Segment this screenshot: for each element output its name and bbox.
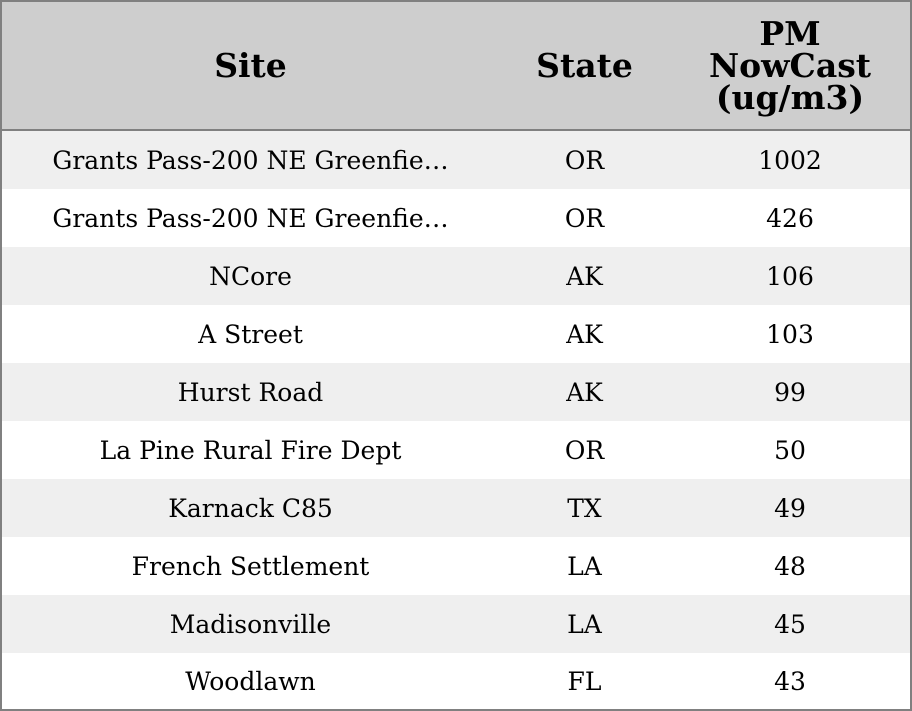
pm-nowcast-table — [2, 2, 910, 709]
cell-pm-value: 103 — [670, 305, 910, 363]
cell-pm-value: 50 — [670, 421, 910, 479]
cell-site: A Street — [2, 305, 499, 363]
cell-state: AK — [499, 363, 670, 421]
cell-site: Madisonville — [2, 595, 499, 653]
cell-state: TX — [499, 479, 670, 537]
cell-state: OR — [499, 421, 670, 479]
cell-state: OR — [499, 130, 670, 189]
cell-site: La Pine Rural Fire Dept — [2, 421, 499, 479]
table-row — [2, 130, 910, 189]
cell-state: FL — [499, 653, 670, 709]
table-row — [2, 421, 910, 479]
table-row — [2, 653, 910, 709]
table-row — [2, 479, 910, 537]
cell-state: LA — [499, 537, 670, 595]
cell-pm-value: 426 — [670, 189, 910, 247]
cell-pm-value: 99 — [670, 363, 910, 421]
cell-site: Hurst Road — [2, 363, 499, 421]
cell-pm-value: 106 — [670, 247, 910, 305]
header-row — [2, 2, 910, 130]
table-row — [2, 363, 910, 421]
column-header-pm-line-2: NowCast — [708, 45, 872, 85]
cell-pm-value: 45 — [670, 595, 910, 653]
cell-site: French Settlement — [2, 537, 499, 595]
cell-site: Grants Pass-200 NE Greenfie… — [2, 130, 499, 189]
cell-pm-value: 49 — [670, 479, 910, 537]
cell-state: AK — [499, 305, 670, 363]
column-header-pm-nowcast — [670, 2, 910, 130]
table-row — [2, 247, 910, 305]
column-header-pm-line-3: (ug/m3) — [715, 77, 865, 117]
cell-site: NCore — [2, 247, 499, 305]
cell-site: Grants Pass-200 NE Greenfie… — [2, 189, 499, 247]
column-header-pm-line-1: PM — [759, 13, 821, 53]
cell-site: Woodlawn — [2, 653, 499, 709]
cell-pm-value: 43 — [670, 653, 910, 709]
cell-pm-value: 1002 — [670, 130, 910, 189]
cell-state: LA — [499, 595, 670, 653]
table-row — [2, 189, 910, 247]
column-header-state: State — [499, 2, 670, 130]
cell-state: OR — [499, 189, 670, 247]
column-header-site: Site — [2, 2, 499, 130]
cell-state: AK — [499, 247, 670, 305]
table-row — [2, 537, 910, 595]
table-row — [2, 595, 910, 653]
table-body — [2, 130, 910, 709]
cell-site: Karnack C85 — [2, 479, 499, 537]
table-row — [2, 305, 910, 363]
cell-pm-value: 48 — [670, 537, 910, 595]
